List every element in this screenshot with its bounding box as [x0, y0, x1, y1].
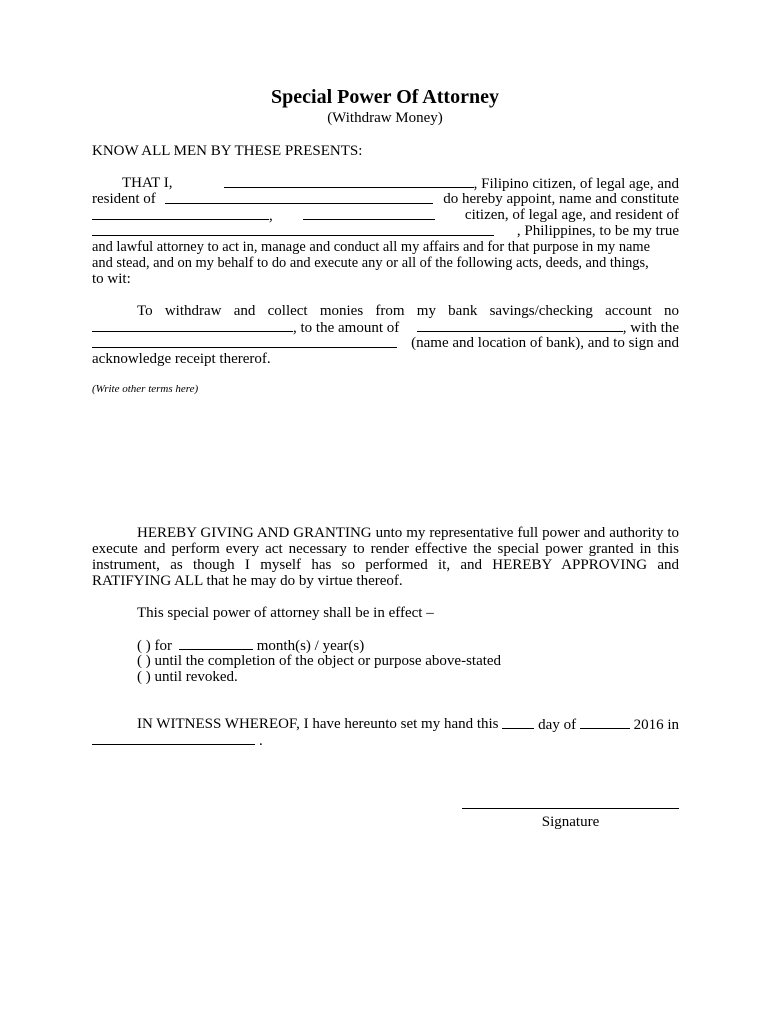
month-blank[interactable] [580, 716, 630, 729]
p3-line-4: RATIFYING ALL that he may do by virtue thereof. [92, 573, 403, 589]
p3-line-1: HEREBY GIVING AND GRANTING unto my representative full power and authority to [137, 525, 679, 541]
witness-text-c: 2016 in [633, 717, 679, 733]
signature-line[interactable] [462, 808, 679, 809]
p1-line-5: and lawful attorney to act in, manage and conduct all my affairs and for that purpose in my name [92, 239, 650, 255]
p1-l2b: do hereby appoint, name and constitute [443, 191, 679, 207]
option-until-revoked[interactable]: ( ) until revoked. [137, 669, 238, 685]
other-terms-note: (Write other terms here) [92, 383, 199, 395]
place-blank[interactable] [92, 732, 255, 745]
attorney-residence-blank[interactable] [92, 223, 494, 236]
p2-line-1: To withdraw and collect monies from my bank savings/checking account no [137, 303, 679, 319]
bank-name-location-blank[interactable] [92, 335, 397, 348]
p2-l3: (name and location of bank), and to sign and [411, 335, 679, 351]
p1-line-6: and stead, and on my behalf to do and execute any or all of the following acts, deeds, and things, [92, 255, 649, 271]
p1-l3a: , [269, 208, 273, 224]
p2-l2a: , to the amount of [293, 320, 400, 336]
attorney-citizenship-blank[interactable] [303, 207, 435, 220]
witness-place-line [92, 732, 263, 749]
p1-line-1 [92, 175, 679, 192]
p1-line-2 [92, 191, 679, 207]
witness-text-a: IN WITNESS WHEREOF, I have hereunto set my hand this [137, 716, 499, 732]
p1-l4: , Philippines, to be my true [516, 223, 679, 239]
signature-label: Signature [541, 814, 600, 830]
principal-residence-blank[interactable] [165, 191, 433, 204]
option-for-period [137, 637, 364, 654]
p3-line-3: instrument, as though I myself has so performed it, and HEREBY APPROVING and [92, 557, 679, 573]
document-subtitle: (Withdraw Money) [327, 110, 443, 126]
option-for-label[interactable]: ( ) for [137, 638, 172, 654]
p1-line-7: to wit: [92, 271, 131, 287]
p3-line-2: execute and perform every act necessary to render effective the special power granted in this [92, 541, 679, 557]
p2-l2b: , with the [622, 320, 679, 336]
document-title: Special Power Of Attorney [271, 86, 499, 108]
p1-line-3 [92, 207, 679, 224]
effect-statement: This special power of attorney shall be in effect – [137, 605, 434, 621]
option-until-completion[interactable]: ( ) until the completion of the object or purpose above-stated [137, 653, 502, 669]
amount-blank[interactable] [417, 319, 623, 332]
p1-l2a: resident of [92, 191, 156, 207]
p1-line-4 [92, 223, 679, 239]
witness-text-d: . [259, 733, 263, 749]
p2-line-4: acknowledge receipt thererof. [92, 351, 271, 367]
p1-l1a: THAT I, [122, 175, 173, 191]
p2-line-2 [92, 319, 679, 336]
p1-l1b: , Filipino citizen, of legal age, and [473, 176, 679, 192]
know-all-men-heading: KNOW ALL MEN BY THESE PRESENTS: [92, 143, 363, 159]
p2-line-3 [92, 335, 679, 351]
witness-text-b: day of [538, 717, 577, 733]
account-number-blank[interactable] [92, 319, 293, 332]
attorney-name-blank[interactable] [92, 207, 269, 220]
option-period-unit: month(s) / year(s) [256, 638, 365, 654]
period-blank[interactable] [179, 637, 253, 650]
principal-name-blank[interactable] [224, 175, 474, 188]
witness-line [137, 716, 679, 733]
p1-l3b: citizen, of legal age, and resident of [464, 207, 679, 223]
day-blank[interactable] [502, 716, 534, 729]
